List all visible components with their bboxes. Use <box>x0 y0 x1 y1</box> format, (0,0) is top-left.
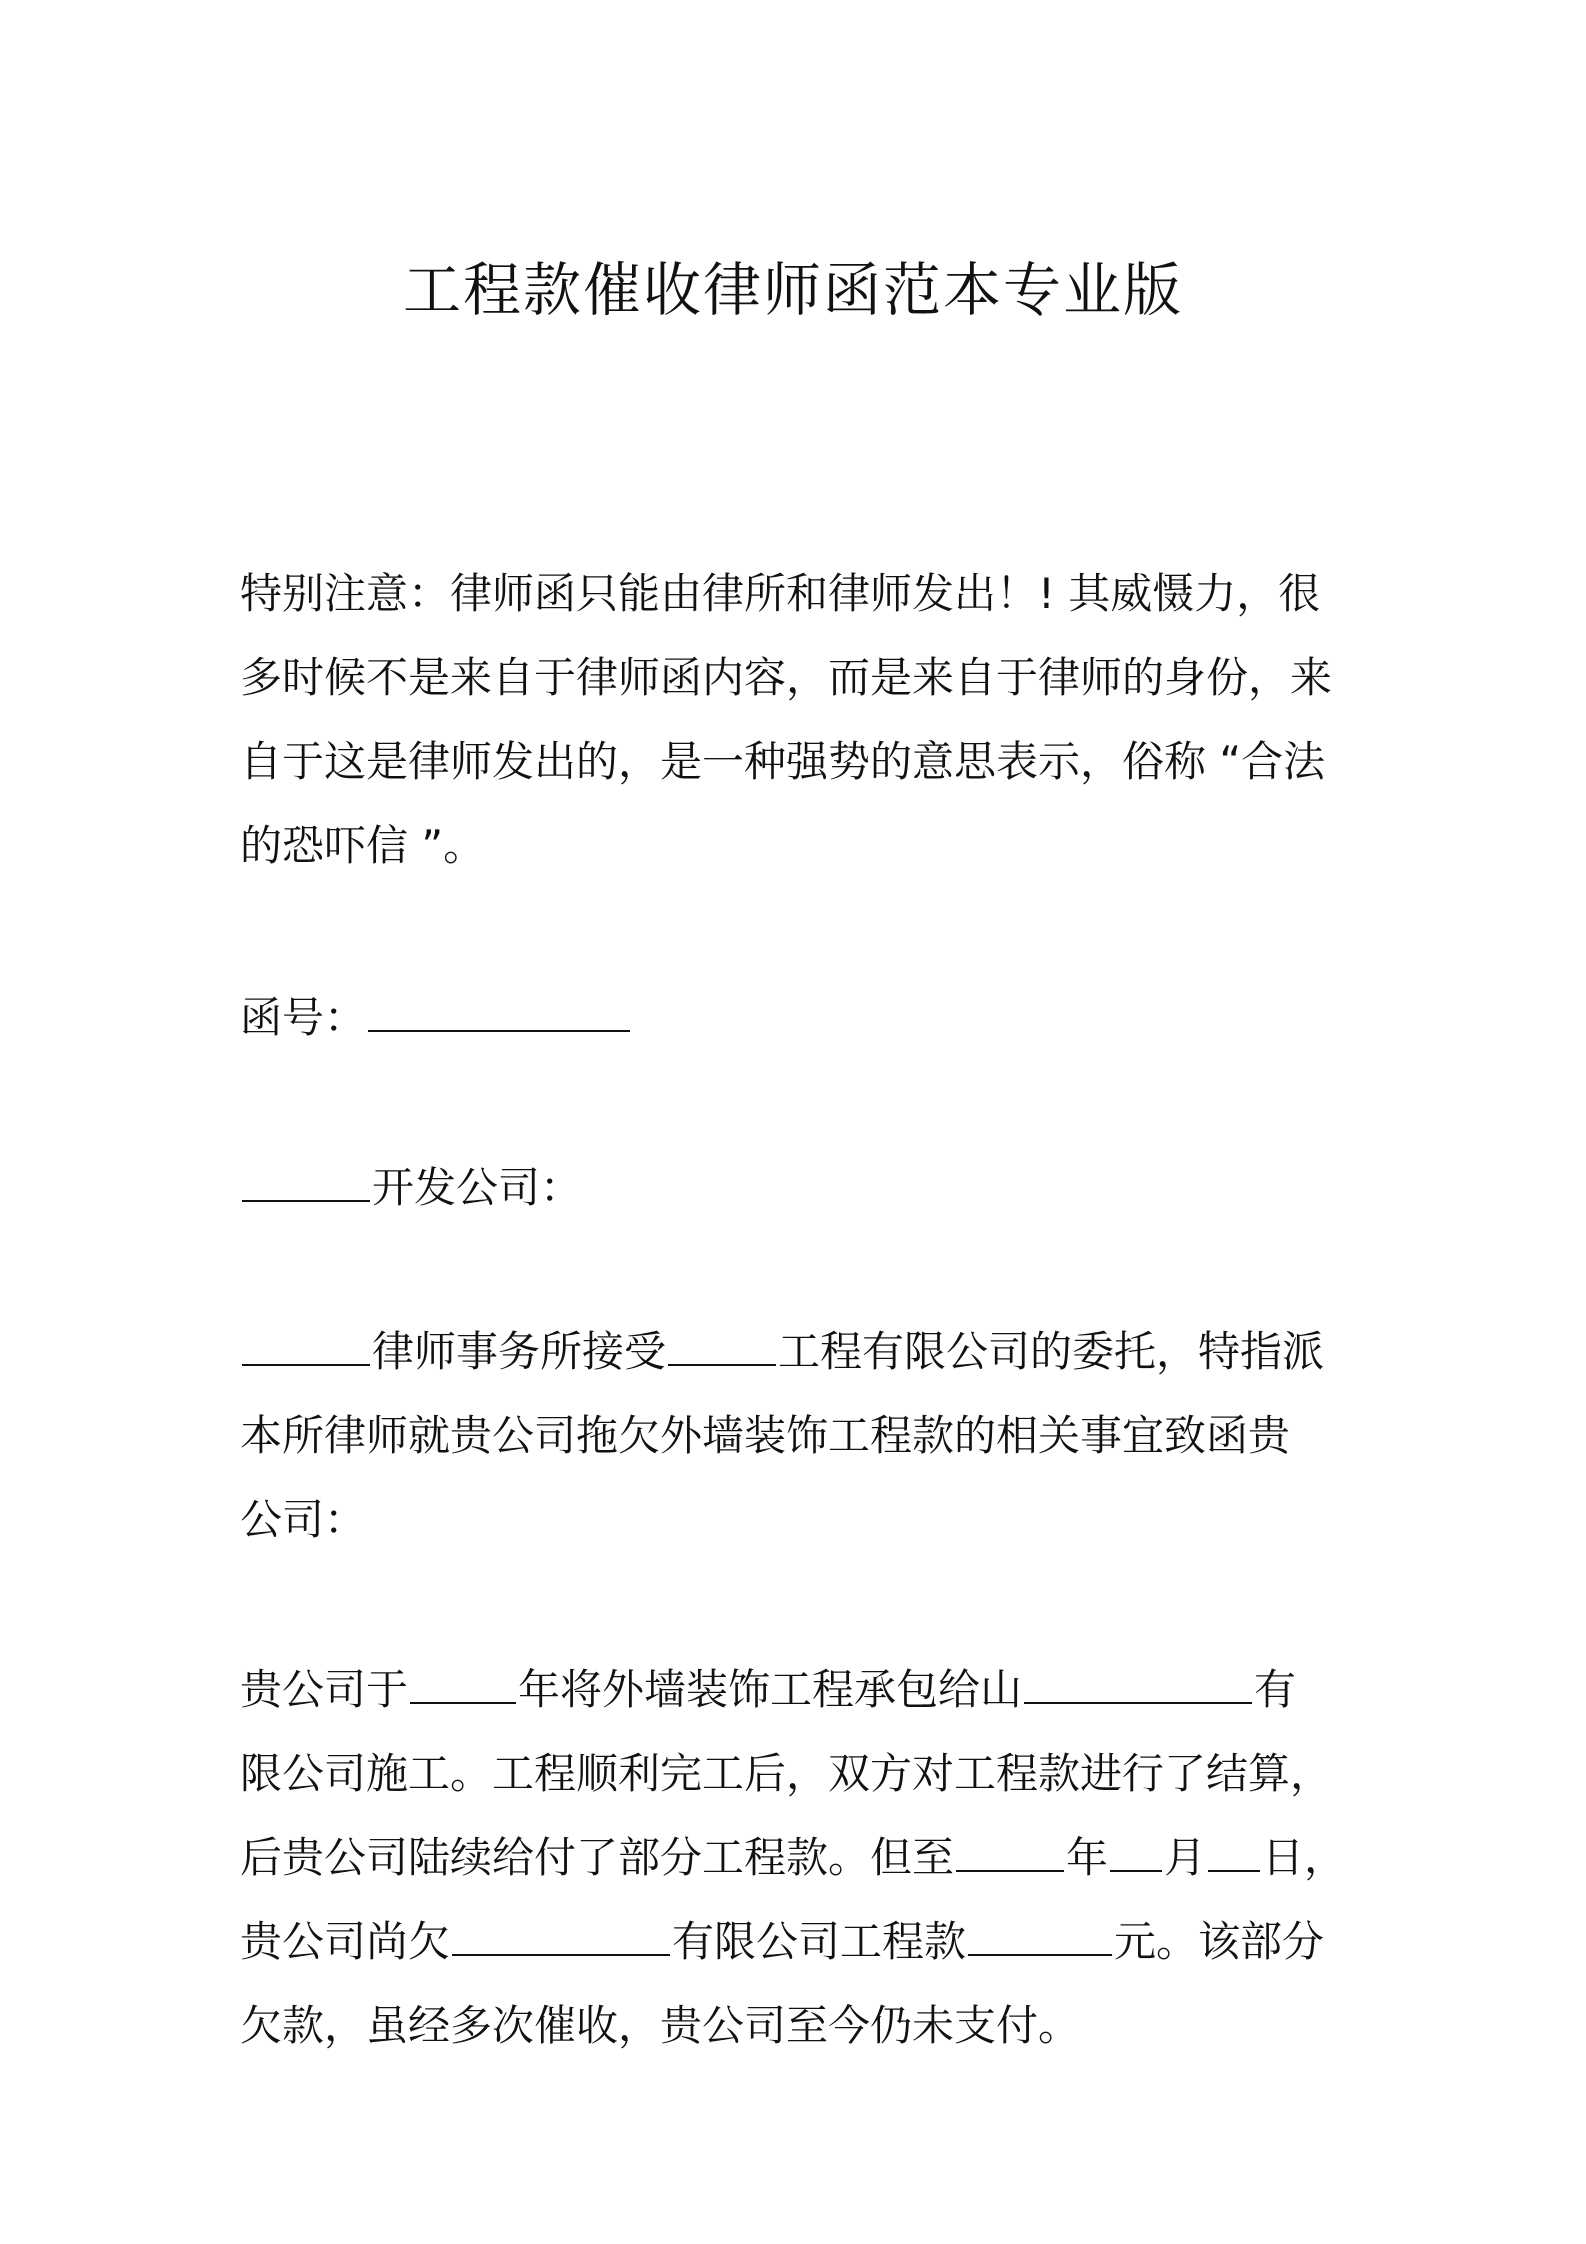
facts-text: 贵公司于 <box>240 1665 409 1714</box>
reference-number-label: 函号： <box>240 993 367 1042</box>
notice-line: 特别注意：律师函只能由律所和律师发出！! 其威慑力，很 <box>240 569 1321 618</box>
addressee-line <box>240 1146 1360 1230</box>
due-year-blank[interactable] <box>956 1824 1064 1872</box>
intro-text: 本所律师就贵公司拖欠外墙装饰工程款的相关事宜致函贵 <box>240 1411 1291 1460</box>
reference-number-line <box>240 976 1360 1060</box>
facts-text: 年将外墙装饰工程承包给山 <box>518 1665 1023 1714</box>
facts-text: 欠款，虽经多次催收，贵公司至今仍未支付。 <box>240 2001 1081 2050</box>
intro-text: 公司： <box>240 1495 367 1544</box>
amount-owed-blank[interactable] <box>968 1908 1112 1956</box>
facts-text: 贵公司尚欠 <box>240 1917 451 1966</box>
contractor-company-blank[interactable] <box>1024 1656 1252 1704</box>
creditor-company-blank[interactable] <box>452 1908 670 1956</box>
year-blank[interactable] <box>410 1656 516 1704</box>
facts-paragraph <box>240 1648 1360 2068</box>
facts-text: 年 <box>1066 1833 1109 1882</box>
notice-line: 的恐吓信 ”。 <box>240 821 486 870</box>
intro-text: 工程有限公司的委托，特指派 <box>778 1327 1325 1376</box>
addressee-label: 开发公司： <box>372 1163 583 1212</box>
law-firm-blank[interactable] <box>242 1318 370 1366</box>
facts-text: 有 <box>1254 1665 1297 1714</box>
facts-text: 后贵公司陆续给付了部分工程款。但至 <box>240 1833 955 1882</box>
facts-text: 限公司施工。工程顺利完工后，双方对工程款进行了结算， <box>240 1749 1333 1798</box>
notice-line: 多时候不是来自于律师函内容，而是来自于律师的身份，来 <box>240 653 1333 702</box>
intro-paragraph <box>240 1310 1360 1562</box>
facts-text: 月 <box>1164 1833 1207 1882</box>
document-title: 工程款催收律师函范本专业版 <box>402 256 1183 324</box>
reference-number-blank[interactable] <box>368 984 630 1032</box>
notice-line: 自于这是律师发出的，是一种强势的意思表示，俗称 “合法 <box>240 737 1326 786</box>
notice-paragraph <box>240 552 1360 888</box>
facts-text: 有限公司工程款 <box>672 1917 967 1966</box>
due-month-blank[interactable] <box>1110 1824 1162 1872</box>
client-company-blank[interactable] <box>668 1318 776 1366</box>
facts-text: 日， <box>1262 1833 1347 1882</box>
facts-text: 元。该部分 <box>1114 1917 1325 1966</box>
addressee-name-blank[interactable] <box>242 1154 370 1202</box>
due-day-blank[interactable] <box>1208 1824 1260 1872</box>
intro-text: 律师事务所接受 <box>372 1327 667 1376</box>
